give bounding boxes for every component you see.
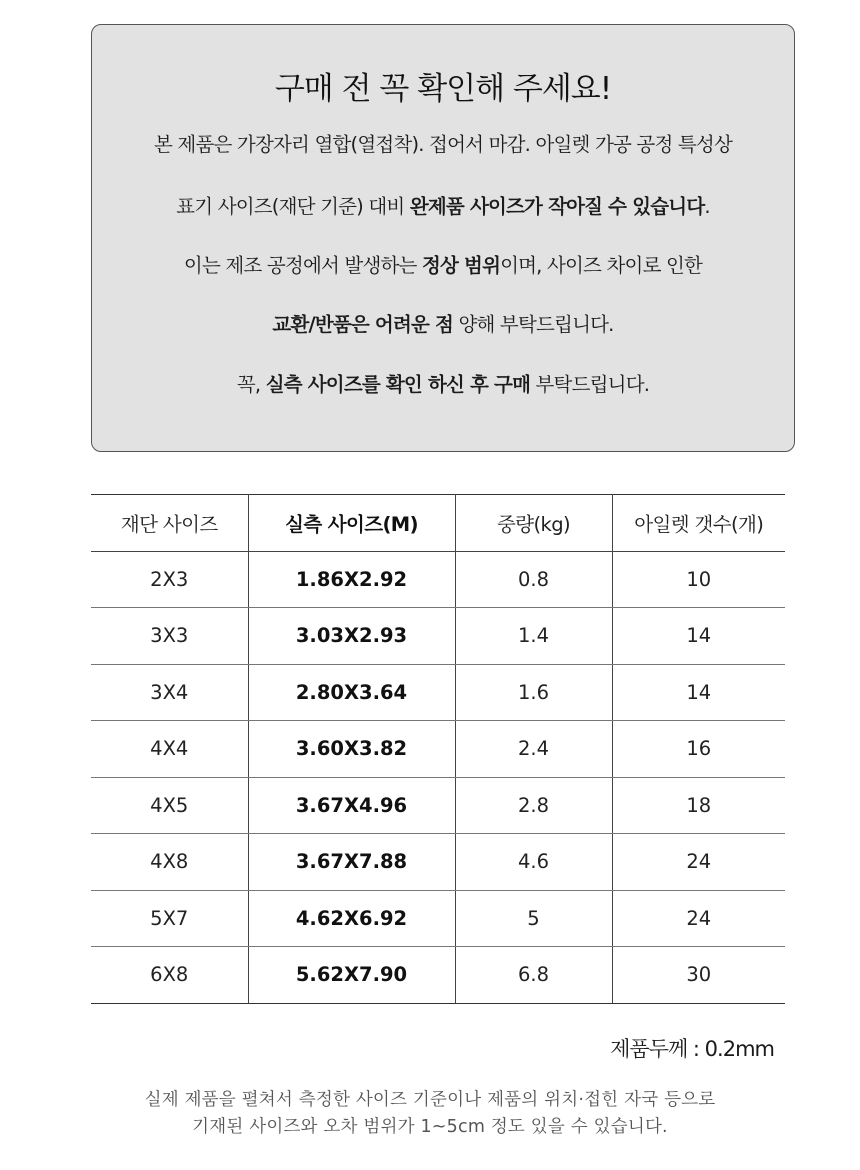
- measured-size-cell: 2.80X3.64: [248, 664, 455, 721]
- notice-emphasis: 교환/반품은 어려운 점: [272, 313, 454, 336]
- notice-title: 구매 전 꼭 확인해 주세요!: [274, 71, 612, 107]
- header-measured-size: 실측 사이즈(M): [248, 495, 455, 552]
- cut-size-cell: 5X7: [91, 890, 248, 947]
- notice-line-2: 표기 사이즈(재단 기준) 대비 완제품 사이즈가 작아질 수 있습니다.: [176, 195, 710, 218]
- weight-cell: 2.4: [455, 721, 612, 778]
- eyelet-count-cell: 14: [612, 608, 785, 665]
- measured-size-cell: 1.86X2.92: [248, 551, 455, 608]
- table-row: [91, 947, 785, 1004]
- footnote-line-2: 기재된 사이즈와 오차 범위가 1~5cm 정도 있을 수 있습니다.: [192, 1117, 668, 1137]
- eyelet-count-cell: 24: [612, 890, 785, 947]
- notice-emphasis: 정상 범위: [421, 254, 501, 277]
- table-row: [91, 777, 785, 834]
- size-table: [91, 494, 785, 1004]
- cut-size-cell: 2X3: [91, 551, 248, 608]
- cut-size-cell: 3X3: [91, 608, 248, 665]
- header-cut-size: 재단 사이즈: [91, 495, 248, 552]
- notice-line-3: 이는 제조 공정에서 발생하는 정상 범위이며, 사이즈 차이로 인한: [183, 254, 703, 277]
- notice-box: [91, 24, 795, 452]
- cut-size-cell: 4X5: [91, 777, 248, 834]
- cut-size-cell: 4X8: [91, 834, 248, 891]
- footnote: [0, 1087, 860, 1141]
- cut-size-cell: 4X4: [91, 721, 248, 778]
- eyelet-count-cell: 16: [612, 721, 785, 778]
- table-row: [91, 834, 785, 891]
- table-header-row: [91, 495, 785, 552]
- eyelet-count-cell: 24: [612, 834, 785, 891]
- cut-size-cell: 6X8: [91, 947, 248, 1004]
- weight-cell: 1.6: [455, 664, 612, 721]
- cut-size-cell: 3X4: [91, 664, 248, 721]
- weight-cell: 5: [455, 890, 612, 947]
- footnote-line-1: 실제 제품을 펼쳐서 측정한 사이즈 기준이나 제품의 위치·접힌 자국 등으로: [144, 1090, 716, 1110]
- measured-size-cell: 3.67X7.88: [248, 834, 455, 891]
- notice-line-1: 본 제품은 가장자리 열합(열접착). 접어서 마감. 아일렛 가공 공정 특성상: [153, 133, 733, 156]
- eyelet-count-cell: 30: [612, 947, 785, 1004]
- header-weight: 중량(kg): [455, 495, 612, 552]
- notice-line-4: 교환/반품은 어려운 점 양해 부탁드립니다.: [272, 313, 614, 336]
- table-row: [91, 890, 785, 947]
- measured-size-cell: 3.67X4.96: [248, 777, 455, 834]
- measured-size-cell: 5.62X7.90: [248, 947, 455, 1004]
- weight-cell: 4.6: [455, 834, 612, 891]
- weight-cell: 6.8: [455, 947, 612, 1004]
- eyelet-count-cell: 18: [612, 777, 785, 834]
- header-eyelet-count: 아일렛 갯수(개): [612, 495, 785, 552]
- table-row: [91, 608, 785, 665]
- weight-cell: 0.8: [455, 551, 612, 608]
- measured-size-cell: 4.62X6.92: [248, 890, 455, 947]
- notice-emphasis: 실측 사이즈를 확인 하신 후 구매: [265, 373, 531, 396]
- measured-size-cell: 3.60X3.82: [248, 721, 455, 778]
- measured-size-cell: 3.03X2.93: [248, 608, 455, 665]
- weight-cell: 2.8: [455, 777, 612, 834]
- table-row: [91, 664, 785, 721]
- product-thickness: 제품두께 : 0.2mm: [610, 1037, 774, 1061]
- eyelet-count-cell: 10: [612, 551, 785, 608]
- weight-cell: 1.4: [455, 608, 612, 665]
- table-row: [91, 721, 785, 778]
- eyelet-count-cell: 14: [612, 664, 785, 721]
- notice-line-5: 꼭, 실측 사이즈를 확인 하신 후 구매 부탁드립니다.: [236, 373, 650, 396]
- table-row: [91, 551, 785, 608]
- notice-emphasis: 완제품 사이즈가 작아질 수 있습니다: [409, 195, 705, 218]
